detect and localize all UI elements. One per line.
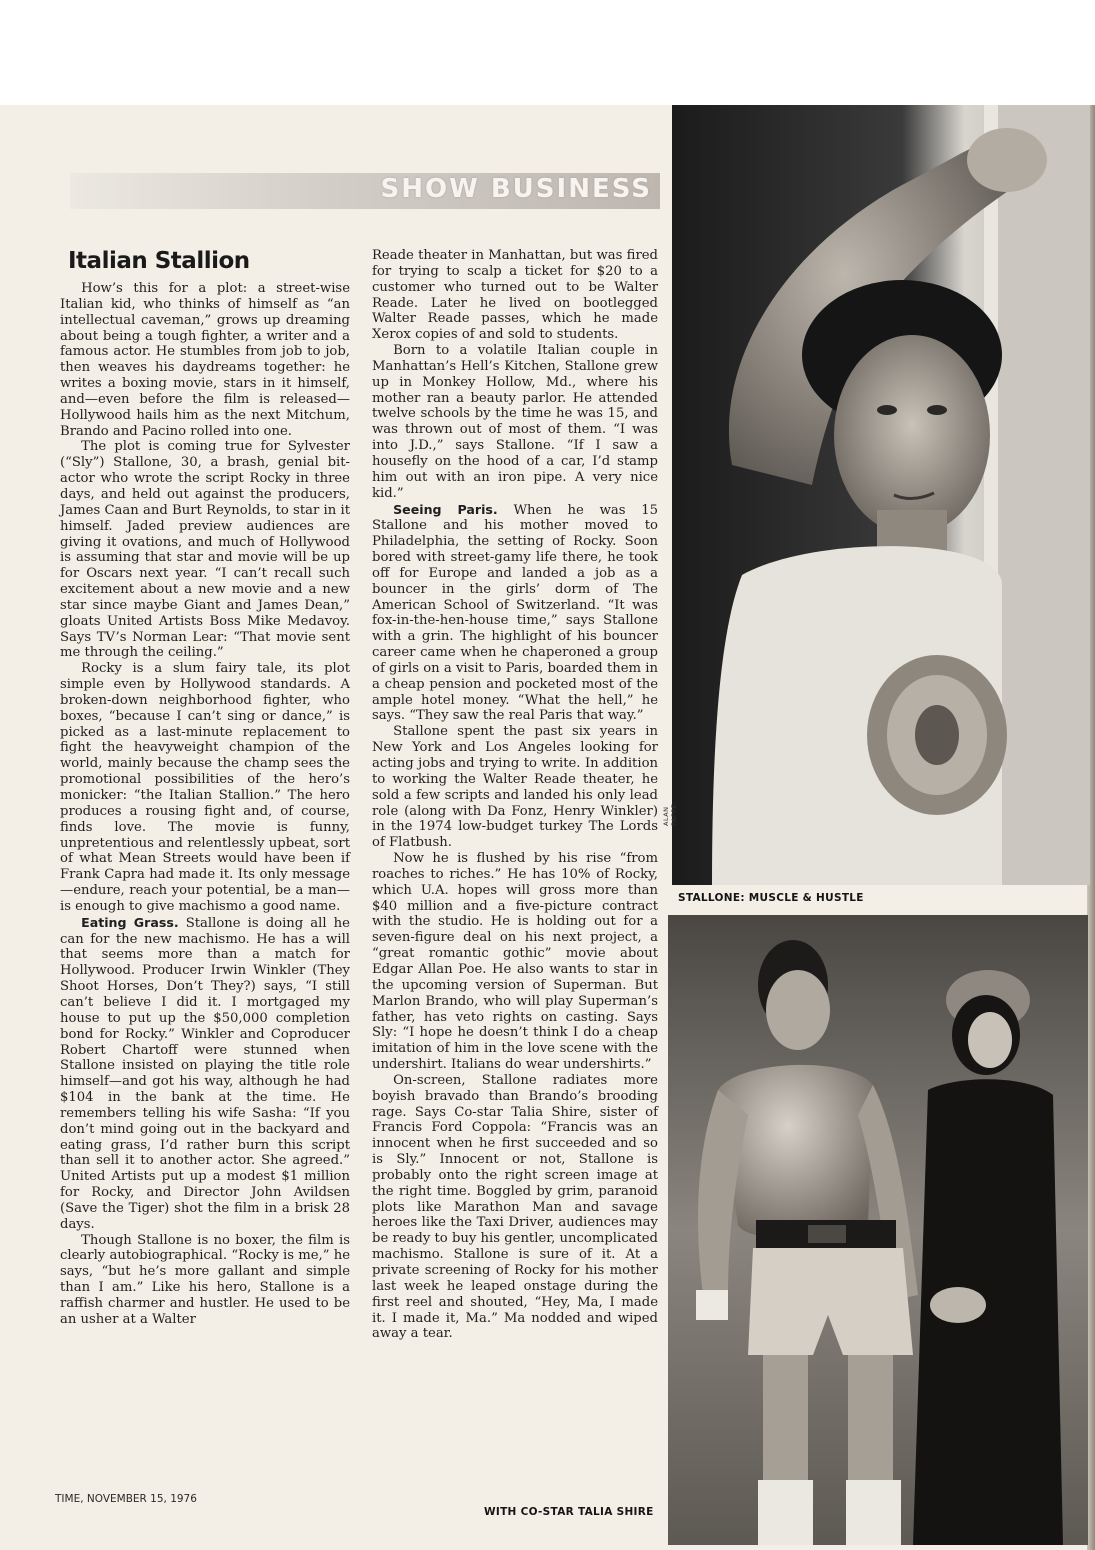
photo-stallone-portrait-image <box>672 105 1090 885</box>
article-paragraph <box>372 1073 658 1342</box>
photo-with-costar <box>668 915 1088 1545</box>
section-banner <box>70 173 660 209</box>
article-paragraph <box>60 1233 350 1328</box>
article-paragraph-text: Born to a volatile Italian couple in Manhattan’s Hell’s Kitchen, Stallone grew up in Monkey Hollow, Md., where his mother ran a beauty parlor. He attended twelve schools by the time he was 15, and was thrown out of most of them. “I was into J.D.,” says Stallone. “If I saw a housefly on the hood of a car, I’d stamp him out with an iron pipe. A very nice kid.” <box>372 343 658 501</box>
article-paragraph <box>60 439 350 661</box>
article-subhead: Eating Grass. <box>81 914 179 930</box>
article-paragraph-text: Stallone is doing all he can for the new machismo. He has a will that seems more than a match for Hollywood. Producer Irwin Winkler (They Shoot Horses, Don’t They?) says, “I still can’t believe I did it. I mortgaged my house to put up the $50,000 completion bond for Rocky.” Winkler and Coproducer Robert Chartoff were stunned when Stallone insisted on playing the title role himself—and got his way, although he had $104 in the bank at the time. He remembers telling his wife Sasha: “If you don’t mind going out in the backyard and eating grass, I’d rather burn this script than sell it to another actor. She agreed.” United Artists put up a modest $1 million for Rocky, and Director John Avildsen (Save the Tiger) shot the film in a brisk 28 days. <box>60 915 350 1232</box>
article-column-1 <box>60 281 350 1328</box>
article-paragraph-text: Rocky is a slum fairy tale, its plot simple even by Hollywood standards. A broken-down neighborhood fighter, who boxes, “because I can’t sing or dance,” is picked as a last-minute replacement to fight the heavyweight champion of the world, mainly because the champ sees the promotional possibilities of the hero’s monicker: “the Italian Stallion.” The hero produces a rousing fight and, of course, finds love. The movie is funny, unpretentious and relentlessly upbeat, sort of what Mean Streets would have been if Frank Capra had made it. Its only message—endure, reach your potential, be a man—is enough to give machismo a good name. <box>60 661 350 914</box>
photo-stallone-portrait <box>672 105 1090 885</box>
article-paragraph <box>372 724 658 851</box>
article-paragraph-text: How’s this for a plot: a street-wise Italian kid, who thinks of himself as “an intellectual caveman,” grows up dreaming about being a tough fighter, a writer and a famous actor. He stumbles from job to job, then weaves his daydreams together: he writes a boxing movie, stars in it himself, and—even before the film is released—Hollywood hails him as the next Mitchum, Brando and Pacino rolled into one. <box>60 281 350 439</box>
photo-credit: ALAN PAPPE <box>662 803 678 826</box>
article-paragraph <box>372 851 658 1073</box>
article-paragraph-text: When he was 15 Stallone and his mother moved to Philadelphia, the setting of Rocky. Soon bored with street-gamy life there, he took off for Europe and landed a job as a bouncer in the girls’ dorm of The American School of Switzerland. “It was fox-in-the-hen-house time,” says Stallone with a grin. The highlight of his bouncer career came when he chaperoned a group of girls on a visit to Paris, boarded them in a cheap pension and pocketed most of the ample hotel money. “What the hell,” he says. “They saw the real Paris that way.” <box>372 502 658 724</box>
article-paragraph-text: Though Stallone is no boxer, the film is clearly autobiographical. “Rocky is me,” he says, “but he’s more gallant and simple than I am.” Like his hero, Stallone is a raffish charmer and hustler. He used to be an usher at a Walter <box>60 1232 350 1327</box>
article-paragraph-text: Reade theater in Manhattan, but was fired for trying to scalp a ticket for $20 to a customer who turned out to be Walter Reade. Later he lived on bootlegged Walter Reade passes, which he made Xerox copies of and sold to students. <box>372 248 658 343</box>
article-paragraph-text: The plot is coming true for Sylvester (“Sly”) Stallone, 30, a brash, genial bit-actor who wrote the script Rocky in three days, and held out against the producers, James Caan and Burt Reynolds, to star in it himself. Jaded preview audiences are giving it ovations, and much of Hollywood is assuming that star and movie will be up for Oscars next year. “I can’t recall such excitement about a new movie and a new star since maybe Giant and James Dean,” gloats United Artists Boss Mike Medavoy. Says TV’s Norman Lear: “That movie sent me through the ceiling.” <box>60 439 350 661</box>
photo-with-costar-image <box>668 915 1088 1545</box>
article-paragraph-text: Stallone spent the past six years in New York and Los Angeles looking for acting jobs and trying to write. In addition to working the Walter Reade theater, he sold a few scripts and landed his only lead role (along with Da Fonz, Henry Winkler) in the 1974 low-budget turkey The Lords of Flatbush. <box>372 724 658 851</box>
article-paragraph-text: On-screen, Stallone radiates more boyish bravado than Brando’s brooding rage. Says Co-star Talia Shire, sister of Francis Ford Coppola: “Francis was an innocent when he first succeeded and so is Sly.” Innocent or not, Stallone is probably onto the right screen image at the right time. Boggled by grim, paranoid plots like Marathon Man and savage heroes like the Taxi Driver, audiences may be ready to buy his gentler, uncomplicated machismo. Stallone is sure of it. At a private screening of Rocky for his mother last week he leaped onstage during the first reel and shouted, “Hey, Ma, I made it. I made it, Ma.” Ma nodded and wiped away a tear. <box>372 1072 658 1342</box>
article-subhead: Seeing Paris. <box>393 501 498 517</box>
photo-caption-1: STALLONE: MUSCLE & HUSTLE <box>678 892 864 904</box>
photo-caption-2: WITH CO-STAR TALIA SHIRE <box>484 1506 654 1518</box>
article-headline: Italian Stallion <box>68 248 250 274</box>
article-paragraph <box>372 343 658 501</box>
article-paragraph <box>60 281 350 439</box>
article-paragraph-text: Now he is flushed by his rise “from roaches to riches.” He has 10% of Rocky, which U.A. hopes will gross more than $40 million and a five-picture contract with the studio. He is holding out for a seven-figure deal on his next project, a “great romantic gothic” movie about Edgar Allan Poe. He also wants to star in the upcoming version of Superman. But Marlon Brando, who will play Superman’s father, has veto rights on casting. Says Sly: “I hope he doesn’t think I do a cheap imitation of him in the love scene with the undershirt. Italians do wear undershirts.” <box>372 851 658 1073</box>
article-paragraph <box>60 915 350 1233</box>
article-paragraph <box>60 661 350 915</box>
section-title: SHOW BUSINESS <box>380 174 652 204</box>
article-column-2 <box>372 248 658 1342</box>
issue-footer: TIME, NOVEMBER 15, 1976 <box>55 1493 197 1505</box>
article-paragraph <box>372 502 658 725</box>
article-paragraph <box>372 248 658 343</box>
